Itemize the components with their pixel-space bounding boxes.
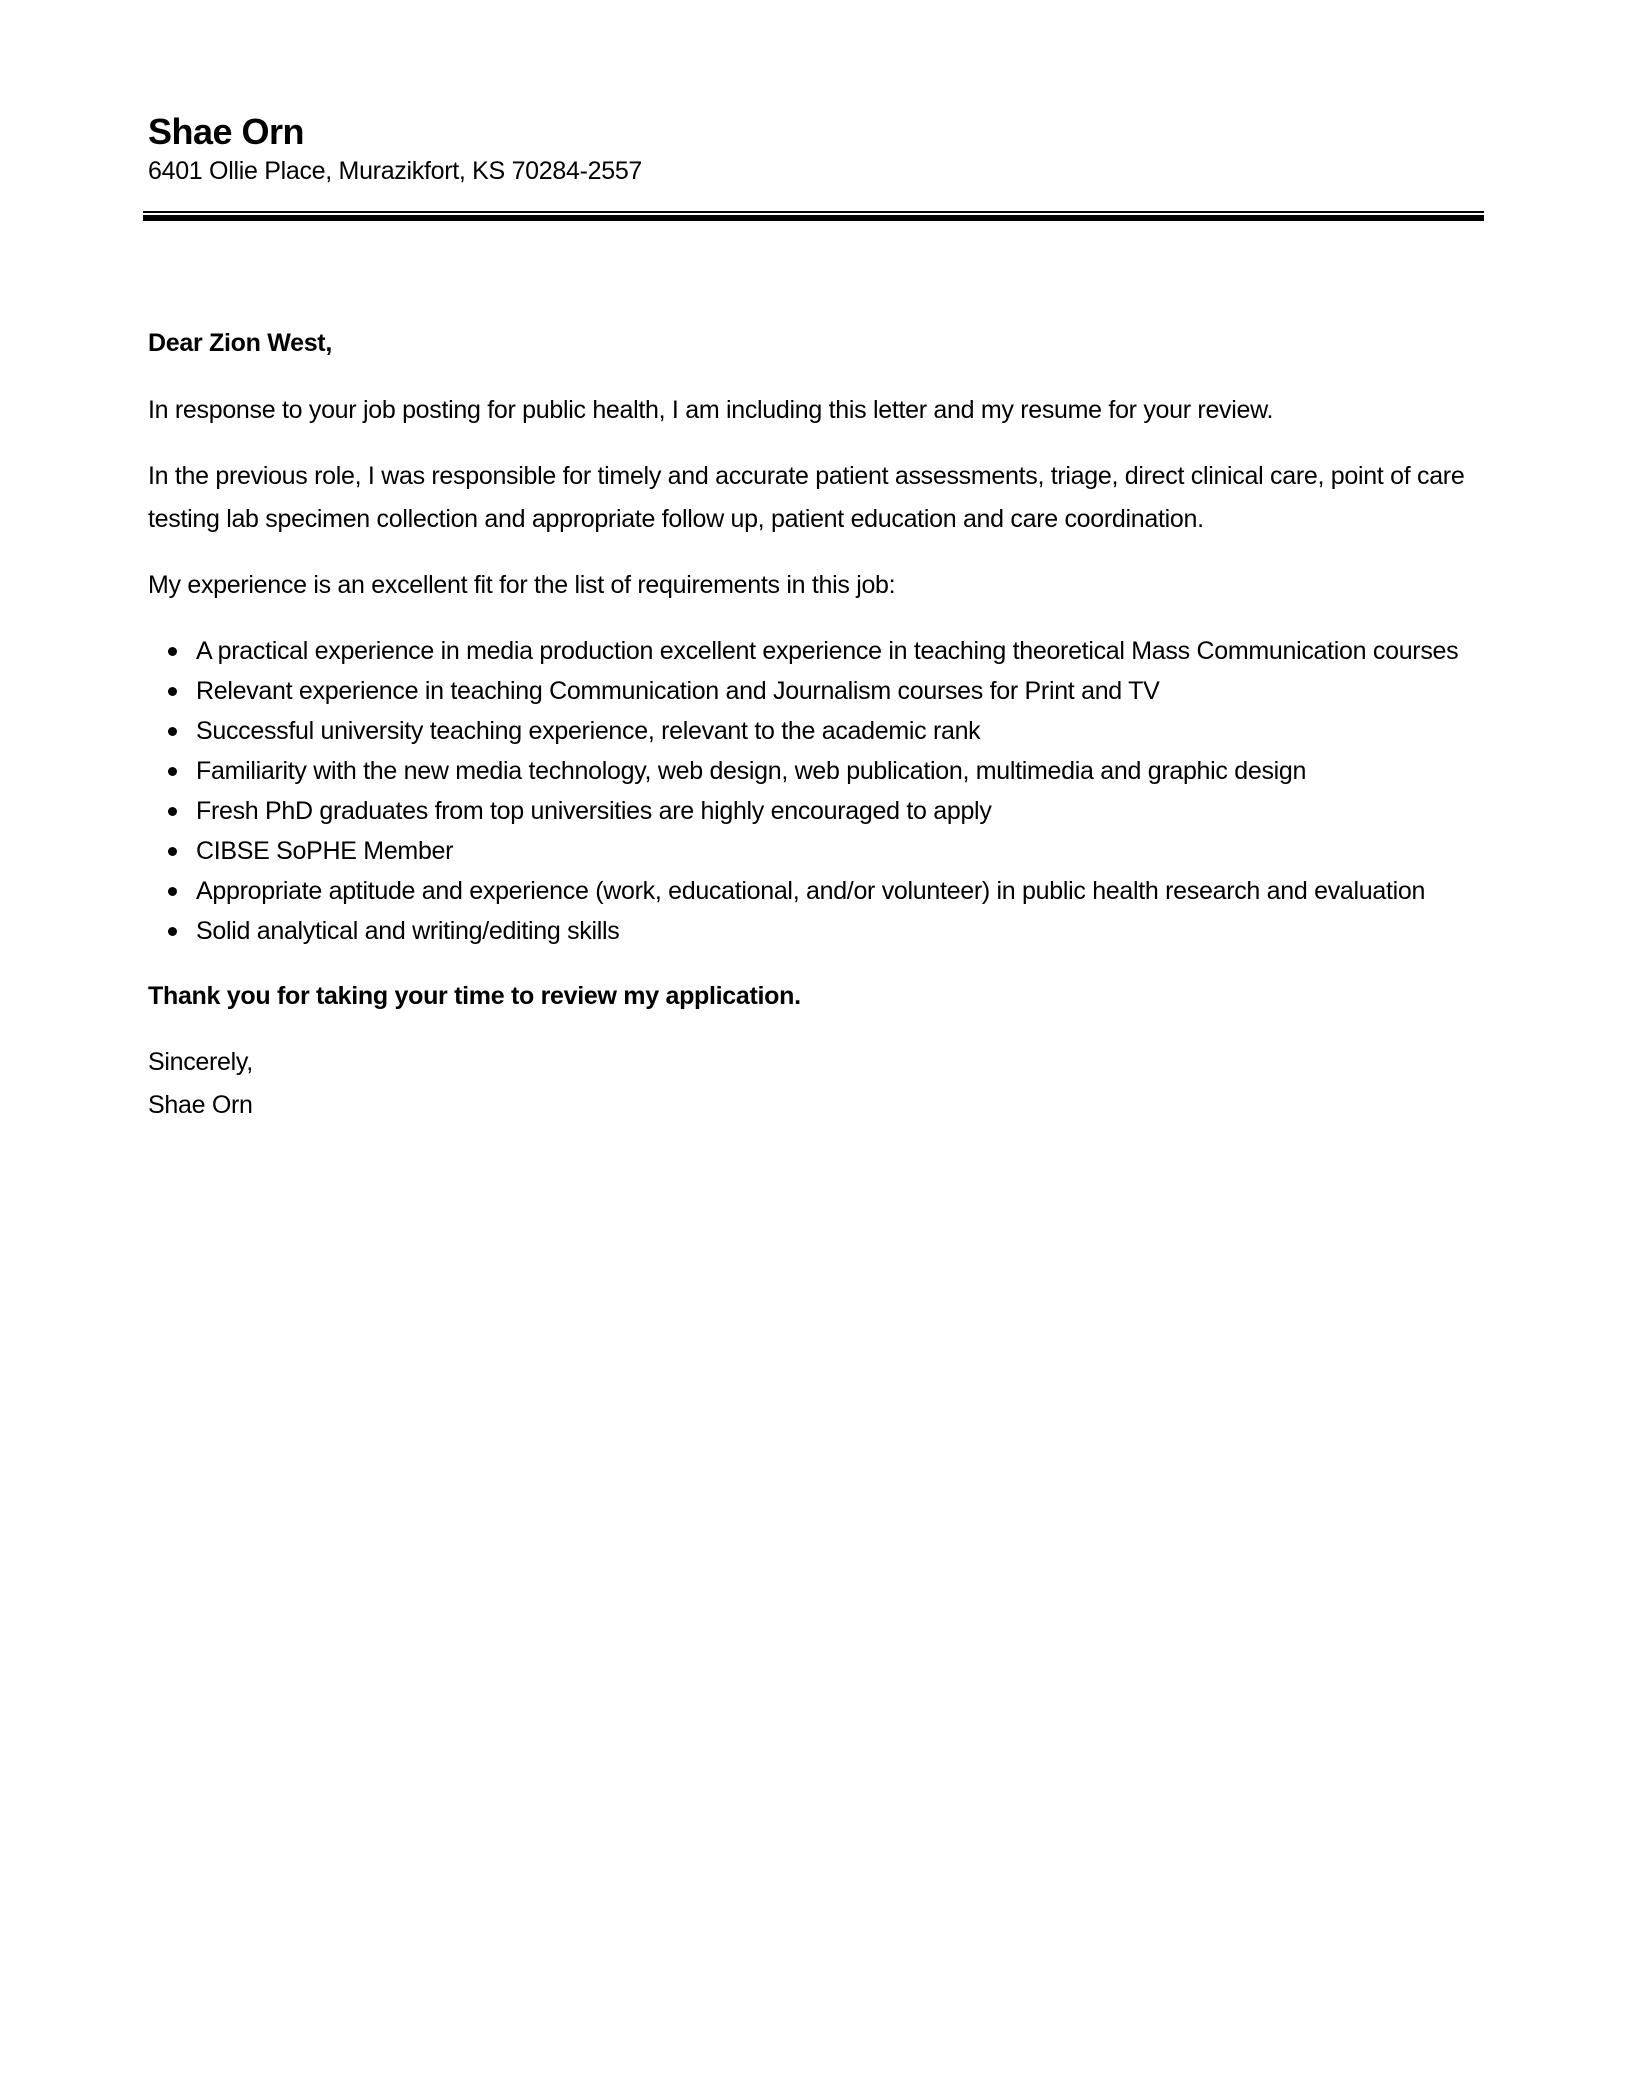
sender-address: 6401 Ollie Place, Murazikfort, KS 70284-2557 (148, 157, 643, 185)
list-item-text: Successful university teaching experience, relevant to the academic rank (196, 716, 981, 745)
bullet-icon (168, 847, 177, 856)
bullet-icon (168, 687, 177, 696)
list-item-text: CIBSE SoPHE Member (196, 836, 454, 865)
bullet-icon (168, 767, 177, 776)
closing: Sincerely, (148, 1048, 253, 1076)
list-item-text: Appropriate aptitude and experience (work, educational, and/or volunteer) in public health research and evaluation (196, 876, 1426, 905)
signature: Shae Orn (148, 1090, 253, 1119)
list-item-text: A practical experience in media production excellent experience in teaching theoretical Mass Communication courses (196, 636, 1459, 665)
list-item-text: Fresh PhD graduates from top universities are highly encouraged to apply (196, 796, 992, 825)
list-item (196, 911, 1484, 951)
list-item (196, 871, 1484, 911)
bullet-icon (168, 807, 177, 816)
list-item (196, 831, 1484, 871)
header-divider (143, 211, 1484, 221)
paragraph: My experience is an excellent fit for the list of requirements in this job: (148, 571, 896, 599)
list-item (196, 631, 1484, 671)
list-item-text: Relevant experience in teaching Communication and Journalism courses for Print and TV (196, 676, 1160, 705)
salutation: Dear Zion West, (148, 329, 332, 357)
list-item-text: Solid analytical and writing/editing skills (196, 916, 620, 945)
requirements-list (148, 631, 1484, 951)
letter-page (148, 110, 1484, 1119)
bullet-icon (168, 887, 177, 896)
bullet-icon (168, 727, 177, 736)
list-item (196, 791, 1484, 831)
list-item-text: Familiarity with the new media technology, web design, web publication, multimedia and graphic design (196, 756, 1307, 785)
list-item (196, 711, 1484, 751)
list-item (196, 751, 1484, 791)
bullet-icon (168, 927, 177, 936)
sender-name: Shae Orn (148, 111, 305, 152)
bullet-icon (168, 647, 177, 656)
list-item (196, 671, 1484, 711)
letter-body (148, 322, 1484, 1126)
thank-you-line: Thank you for taking your time to review my application. (148, 981, 801, 1010)
paragraph: In the previous role, I was responsible for timely and accurate patient assessments, triage, direct clinical care, point of care testing lab specimen collection and appropriate follow up, patient education and care coordination. (148, 462, 1465, 533)
paragraph: In response to your job posting for public health, I am including this letter and my resume for your review. (148, 395, 1274, 424)
